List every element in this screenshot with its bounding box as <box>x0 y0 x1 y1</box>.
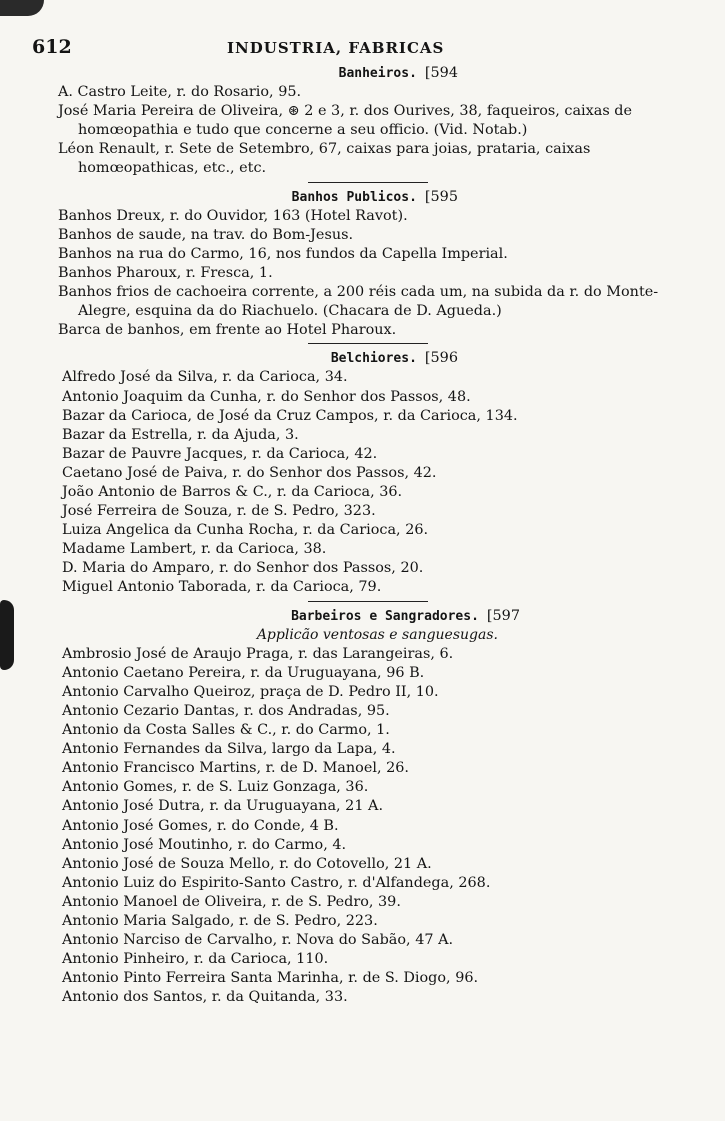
section-heading <box>58 349 688 368</box>
section-number: [595 <box>424 188 458 205</box>
list-entry: Ambrosio José de Araujo Praga, r. das Larangeiras, 6. <box>62 645 454 662</box>
section-heading <box>58 607 688 626</box>
list-entry: Antonio Fernandes da Silva, largo da Lapa, 4. <box>62 741 396 758</box>
list-entry: Bazar da Carioca, de José da Cruz Campos, r. da Carioca, 134. <box>62 407 518 424</box>
list-entry: João Antonio de Barros & C., r. da Carioca, 36. <box>62 483 403 500</box>
list-entry: José Maria Pereira de Oliveira, ⊛ 2 e 3, r. dos Ourives, 38, faqueiros, caixas de homœopathia e tudo que concerne a seu officio. (Vid. Notab.) <box>58 103 633 139</box>
list-entry: Antonio José Gomes, r. do Conde, 4 B. <box>62 817 339 834</box>
section-title: Banhos Publicos. <box>291 189 417 205</box>
list-entry: Léon Renault, r. Sete de Setembro, 67, caixas para joias, prataria, caixas homœopathicas, etc., etc. <box>58 141 591 177</box>
list-entry: Antonio José Dutra, r. da Uruguayana, 21 A. <box>62 798 384 815</box>
list-entry: Antonio Francisco Martins, r. de D. Manoel, 26. <box>62 760 409 777</box>
section-number: [594 <box>424 65 458 81</box>
list-entry: Madame Lambert, r. da Carioca, 38. <box>62 541 327 558</box>
list-entry: Antonio José de Souza Mello, r. do Cotovello, 21 A. <box>62 855 432 872</box>
section-divider <box>308 343 428 344</box>
section-title: Belchiores. <box>330 351 417 367</box>
list-entry: Antonio José Moutinho, r. do Carmo, 4. <box>62 836 347 853</box>
list-entry: Antonio Pinto Ferreira Santa Marinha, r. de S. Diogo, 96. <box>62 970 479 987</box>
list-entry: Antonio Maria Salgado, r. de S. Pedro, 223. <box>62 913 378 930</box>
list-entry: Antonio Manoel de Oliveira, r. de S. Pedro, 39. <box>62 893 401 910</box>
list-entry: Antonio Carvalho Queiroz, praça de D. Pedro II, 10. <box>62 683 439 700</box>
list-entry: Banhos de saude, na trav. do Bom-Jesus. <box>58 226 354 243</box>
list-entry: Alfredo José da Silva, r. da Carioca, 34. <box>62 369 348 386</box>
list-entry: Banhos na rua do Carmo, 16, nos fundos da Capella Imperial. <box>58 245 508 262</box>
list-entry: Antonio Luiz do Espirito-Santo Castro, r. d'Alfandega, 268. <box>62 874 491 891</box>
list-entry: Antonio da Costa Salles & C., r. do Carmo, 1. <box>62 722 390 739</box>
list-entry: Caetano José de Paiva, r. do Senhor dos Passos, 42. <box>62 464 437 481</box>
page-number: 612 <box>32 36 72 58</box>
list-entry: Barca de banhos, em frente ao Hotel Pharoux. <box>58 322 397 339</box>
page-header <box>32 36 502 62</box>
list-entry: Antonio dos Santos, r. da Quitanda, 33. <box>62 989 348 1006</box>
list-entry: A. Castro Leite, r. do Rosario, 95. <box>58 84 302 101</box>
list-entry: Banhos Pharoux, r. Fresca, 1. <box>58 264 273 281</box>
margin-ink-mark <box>0 600 14 670</box>
list-entry: José Ferreira de Souza, r. de S. Pedro, 323. <box>62 503 376 520</box>
list-entry: D. Maria do Amparo, r. do Senhor dos Passos, 20. <box>62 560 424 577</box>
list-entry: Bazar de Pauvre Jacques, r. da Carioca, 42. <box>62 445 378 462</box>
section-number: [596 <box>424 350 458 367</box>
running-title: INDUSTRIA, FABRICAS <box>227 39 445 57</box>
section-heading <box>58 64 688 83</box>
list-entry: Miguel Antonio Taborada, r. da Carioca, 79. <box>62 579 382 596</box>
section-title: Banheiros. <box>338 66 417 81</box>
list-entry: Antonio Gomes, r. de S. Luiz Gonzaga, 36. <box>62 779 369 796</box>
page-corner-stain <box>0 0 44 16</box>
section-number: [597 <box>486 607 520 624</box>
list-entry: Antonio Pinheiro, r. da Carioca, 110. <box>62 951 329 968</box>
list-entry: Antonio Joaquim da Cunha, r. do Senhor dos Passos, 48. <box>62 388 471 405</box>
list-entry: Banhos frios de cachoeira corrente, a 200 réis cada um, na subida da r. do Monte-Alegre, esquina da do Riachuelo. (Chacara de D. Agueda.) <box>58 284 659 320</box>
list-entry: Luiza Angelica da Cunha Rocha, r. da Carioca, 26. <box>62 522 429 539</box>
section-title: Barbeiros e Sangradores. <box>291 608 479 624</box>
list-entry: Antonio Cezario Dantas, r. dos Andradas, 95. <box>62 703 390 719</box>
section-heading <box>58 188 688 207</box>
section-divider <box>308 601 428 602</box>
list-entry: Bazar da Estrella, r. da Ajuda, 3. <box>62 426 299 443</box>
list-entry: Antonio Narciso de Carvalho, r. Nova do Sabão, 47 A. <box>62 932 454 949</box>
section-divider <box>308 182 428 183</box>
section-subtitle: Applicão ventosas e sanguesugas. <box>256 626 498 643</box>
directory-listing <box>58 64 688 1008</box>
list-entry: Banhos Dreux, r. do Ouvidor, 163 (Hotel Ravot). <box>58 207 408 224</box>
list-entry: Antonio Caetano Pereira, r. da Uruguayana, 96 B. <box>62 664 425 681</box>
